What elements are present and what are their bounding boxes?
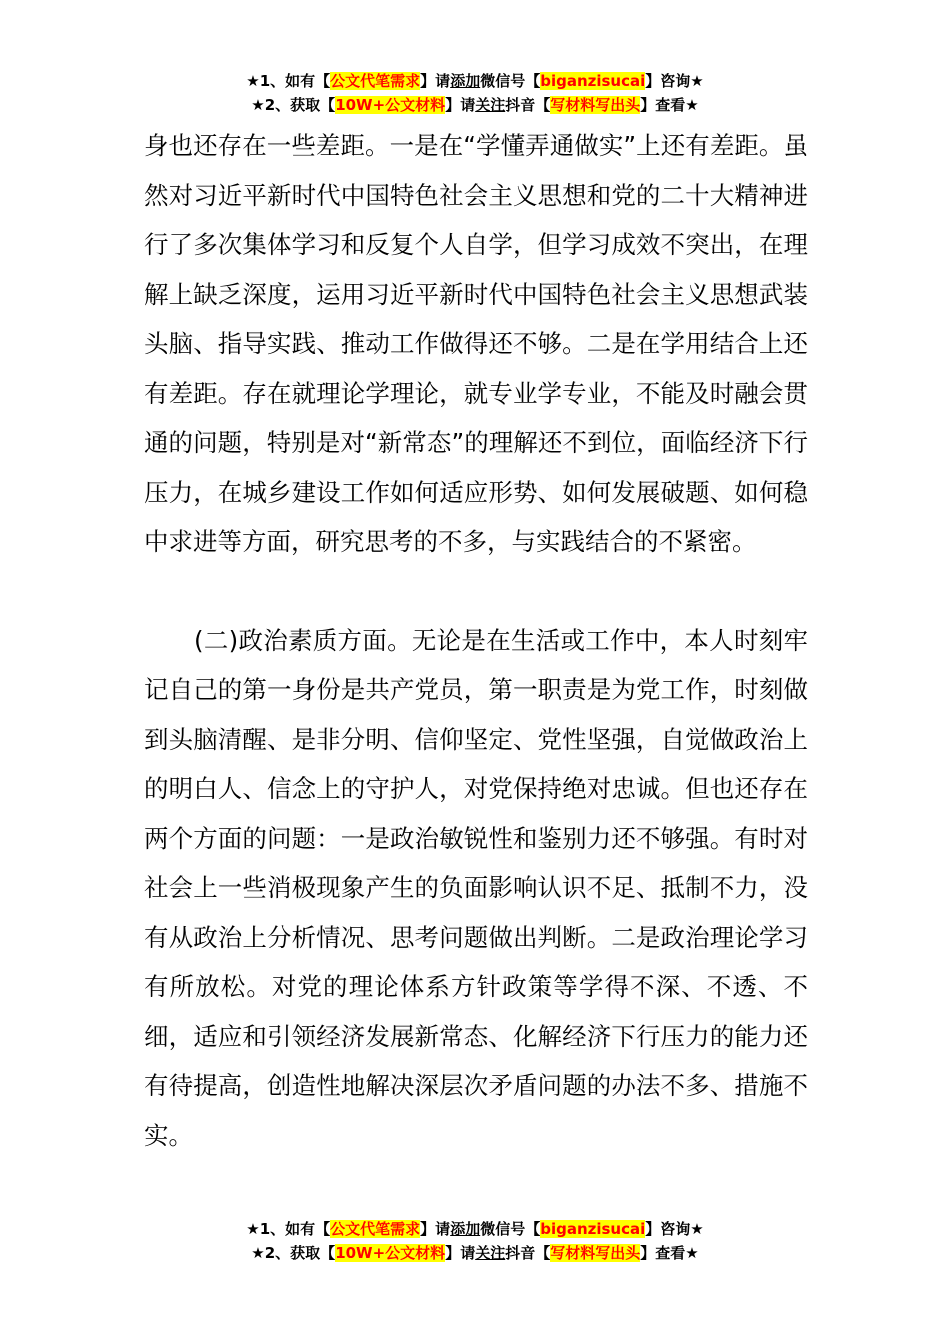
banner-text: 微信号【: [480, 72, 541, 90]
banner-text: 微信号【: [480, 1220, 541, 1238]
banner-highlight: 写材料写出头: [550, 1244, 641, 1262]
banner-line-1: [0, 70, 950, 94]
paragraph-2: (二)政治素质方面。无论是在生活或工作中，本人时刻牢记自己的第一身份是共产党员，第一职责是为党工作，时刻做到头脑清醒、是非分明、信仰坚定、党性坚强，自觉做政治上的明白人、信念上的守护人，对党保持绝对忠诚。但也还存在两个方面的问题：一是政治敏锐性和鉴别力还不够强。有时对社会上一些消极现象产生的负面影响认识不足、抵制不力，没有从政治上分析情况、思考问题做出判断。二是政治理论学习有所放松。对党的理论体系方针政策等学得不深、不透、不细，适应和引领经济发展新常态、化解经济下行压力的能力还有待提高，创造性地解决深层次矛盾问题的办法不多、措施不实。: [144, 625, 808, 1150]
banner-text: 】请: [445, 1244, 476, 1262]
banner-text: 抖音【: [505, 96, 551, 114]
paragraph-gap: [144, 567, 808, 616]
header-banner: [0, 70, 950, 118]
banner-highlight: 10W+公文材料: [335, 1244, 446, 1262]
banner-highlight: biganzisucai: [540, 1220, 646, 1238]
banner-text: 】咨询★: [645, 1220, 704, 1238]
banner-line-2: [0, 94, 950, 118]
banner-text: ★1、如有【: [246, 1220, 331, 1238]
banner-text: ★1、如有【: [246, 72, 331, 90]
banner-highlight: 10W+公文材料: [335, 96, 446, 114]
footer-banner: [0, 1218, 950, 1266]
document-body: [144, 121, 808, 1160]
banner-text: 】请: [420, 1220, 451, 1238]
banner-line-2: [0, 1242, 950, 1266]
banner-highlight: 写材料写出头: [550, 96, 641, 114]
banner-text: 】请: [420, 72, 451, 90]
paragraph-1: 身也还存在一些差距。一是在“学懂弄通做实”上还有差距。虽然对习近平新时代中国特色社会主义思想和党的二十大精神进行了多次集体学习和反复个人自学，但学习成效不突出，在理解上缺乏深度，运用习近平新时代中国特色社会主义思想武装头脑、指导实践、推动工作做得还不够。二是在学用结合上还有差距。存在就理论学理论，就专业学专业，不能及时融会贯通的问题，特别是对“新常态”的理解还不到位，面临经济下行压力，在城乡建设工作如何适应形势、如何发展破题、如何稳中求进等方面，研究思考的不多，与实践结合的不紧密。: [144, 131, 808, 556]
banner-underline: 关注: [475, 1244, 506, 1262]
banner-text: 】查看★: [640, 1244, 699, 1262]
banner-text: 】咨询★: [645, 72, 704, 90]
banner-text: 】查看★: [640, 96, 699, 114]
banner-underline: 关注: [475, 96, 506, 114]
banner-line-1: [0, 1218, 950, 1242]
banner-underline: 添加: [450, 72, 481, 90]
banner-highlight: 公文代笔需求: [330, 72, 421, 90]
banner-highlight: biganzisucai: [540, 72, 646, 90]
banner-text: 】请: [445, 96, 476, 114]
banner-text: ★2、获取【: [251, 96, 336, 114]
banner-text: 抖音【: [505, 1244, 551, 1262]
banner-underline: 添加: [450, 1220, 481, 1238]
banner-text: ★2、获取【: [251, 1244, 336, 1262]
banner-highlight: 公文代笔需求: [330, 1220, 421, 1238]
